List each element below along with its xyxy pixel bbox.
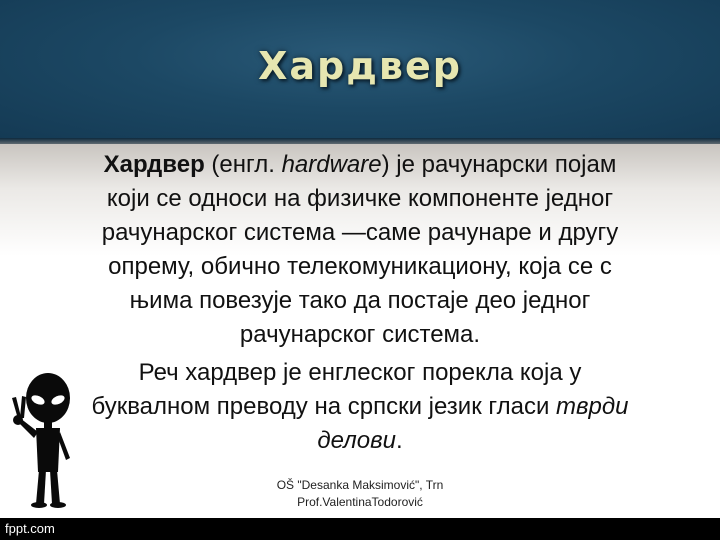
- definition-text-1: (енгл.: [204, 151, 282, 178]
- english-term: hardware: [281, 151, 382, 178]
- definition-text-2: ) је рачунарски појам који се односи на физичке компоненте једног рачунарског система —саме рачунаре и другу опрему, обично телекомуникациону, која се с њима повезује тако да постаје део једног рачунарског система.: [101, 151, 619, 348]
- bottom-bar: [0, 518, 720, 540]
- term-hardware: Хардвер: [103, 151, 205, 178]
- footer-school: OŠ "Desanka Maksimović", Trn: [276, 478, 444, 492]
- alien-icon: [6, 372, 76, 510]
- slide-header: [0, 0, 720, 140]
- etymology-text: Реч хардвер је енглеског порекла која у буквалном преводу на српски језик гласи: [91, 359, 582, 420]
- slide-title: Хардвер: [258, 44, 462, 88]
- paragraph-etymology: [86, 356, 634, 458]
- literal-translation: тврди делови: [317, 393, 629, 454]
- watermark-text[interactable]: fppt.com: [5, 521, 55, 536]
- paragraph-definition: [86, 148, 634, 352]
- footer-author: Prof.ValentinaTodorović: [297, 495, 423, 509]
- slide-footer: [250, 477, 470, 511]
- etymology-end: .: [395, 427, 403, 454]
- slide-body: [86, 148, 634, 458]
